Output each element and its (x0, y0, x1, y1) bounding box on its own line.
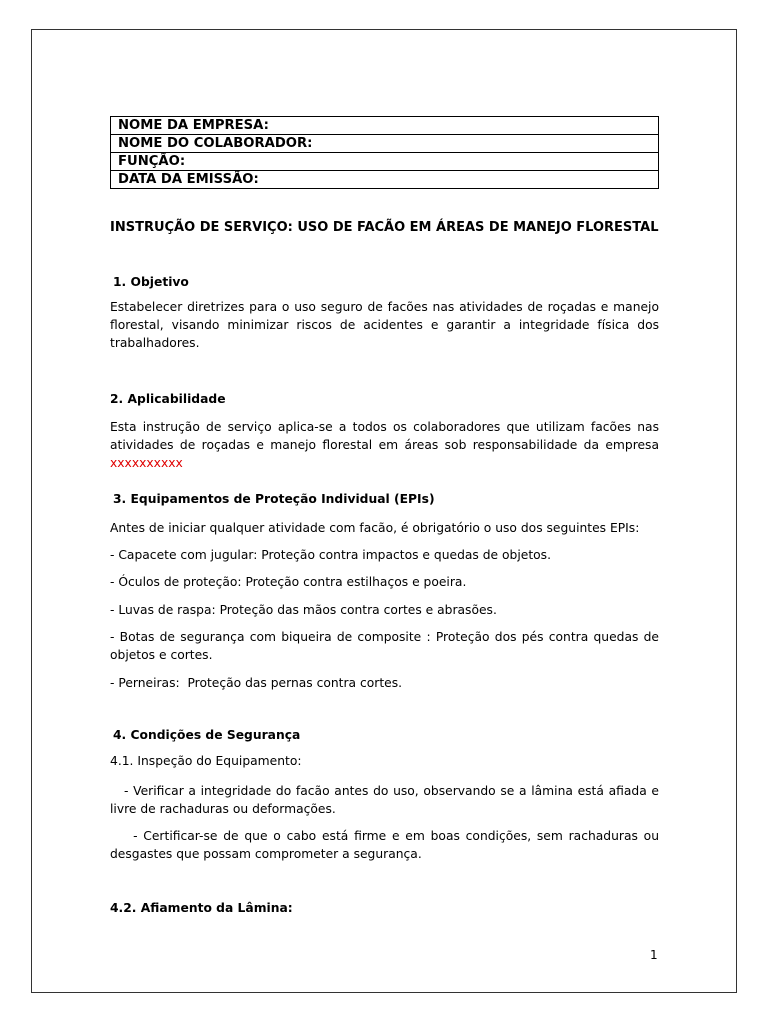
document-title: INSTRUÇÃO DE SERVIÇO: USO DE FACÃO EM ÁREAS DE MANEJO FLORESTAL (110, 220, 659, 235)
epi-item-perneiras: - Perneiras: Proteção das pernas contra cortes. (110, 676, 403, 690)
section-heading-aplicabilidade: 2. Aplicabilidade (110, 392, 226, 406)
section-text-objetivo: Estabelecer diretrizes para o uso seguro de facões nas atividades de roçadas e manejo florestal, visando minimizar riscos de acidentes e garantir a integridade física dos trabalhadores. (110, 300, 659, 350)
epis-intro: Antes de iniciar qualquer atividade com facão, é obrigatório o uso dos seguintes EPIs: (110, 521, 640, 535)
epi-item-luvas: - Luvas de raspa: Proteção das mãos contra cortes e abrasões. (110, 603, 497, 617)
epi-item-capacete: - Capacete com jugular: Proteção contra impactos e quedas de objetos. (110, 548, 551, 562)
company-placeholder: xxxxxxxxxx (110, 456, 183, 470)
document-page (31, 29, 737, 993)
field-company-name: NOME DA EMPRESA: (111, 117, 659, 135)
section-heading-epis: 3. Equipamentos de Proteção Individual (EPIs) (113, 492, 435, 506)
seguranca-item-cabo: - Certificar-se de que o cabo está firme e em boas condições, sem rachaduras ou desgastes que possam comprometer a segurança. (110, 829, 663, 861)
employee-info-table (110, 116, 659, 189)
epi-item-oculos: - Óculos de proteção: Proteção contra estilhaços e poeira. (110, 575, 467, 589)
section-text-aplicabilidade (110, 418, 659, 472)
aplicabilidade-text: Esta instrução de serviço aplica-se a todos os colaboradores que utilizam facões nas atividades de roçadas e manejo florestal em áreas sob responsabilidade da empresa (110, 420, 659, 452)
epi-item-botas: - Botas de segurança com biqueira de composite : Proteção dos pés contra quedas de objetos e cortes. (110, 630, 659, 662)
subsection-inspecao: 4.1. Inspeção do Equipamento: (110, 754, 302, 768)
seguranca-item-lamina: - Verificar a integridade do facão antes do uso, observando se a lâmina está afiada e livre de rachaduras ou deformações. (110, 784, 663, 816)
section-heading-objetivo: 1. Objetivo (113, 275, 189, 289)
page-number: 1 (650, 948, 658, 962)
section-heading-seguranca: 4. Condições de Segurança (113, 728, 301, 742)
subsection-afiamento: 4.2. Afiamento da Lâmina: (110, 901, 293, 915)
field-role: FUNÇÃO: (111, 153, 659, 171)
field-employee-name: NOME DO COLABORADOR: (111, 135, 659, 153)
field-issue-date: DATA DA EMISSÃO: (111, 171, 659, 189)
